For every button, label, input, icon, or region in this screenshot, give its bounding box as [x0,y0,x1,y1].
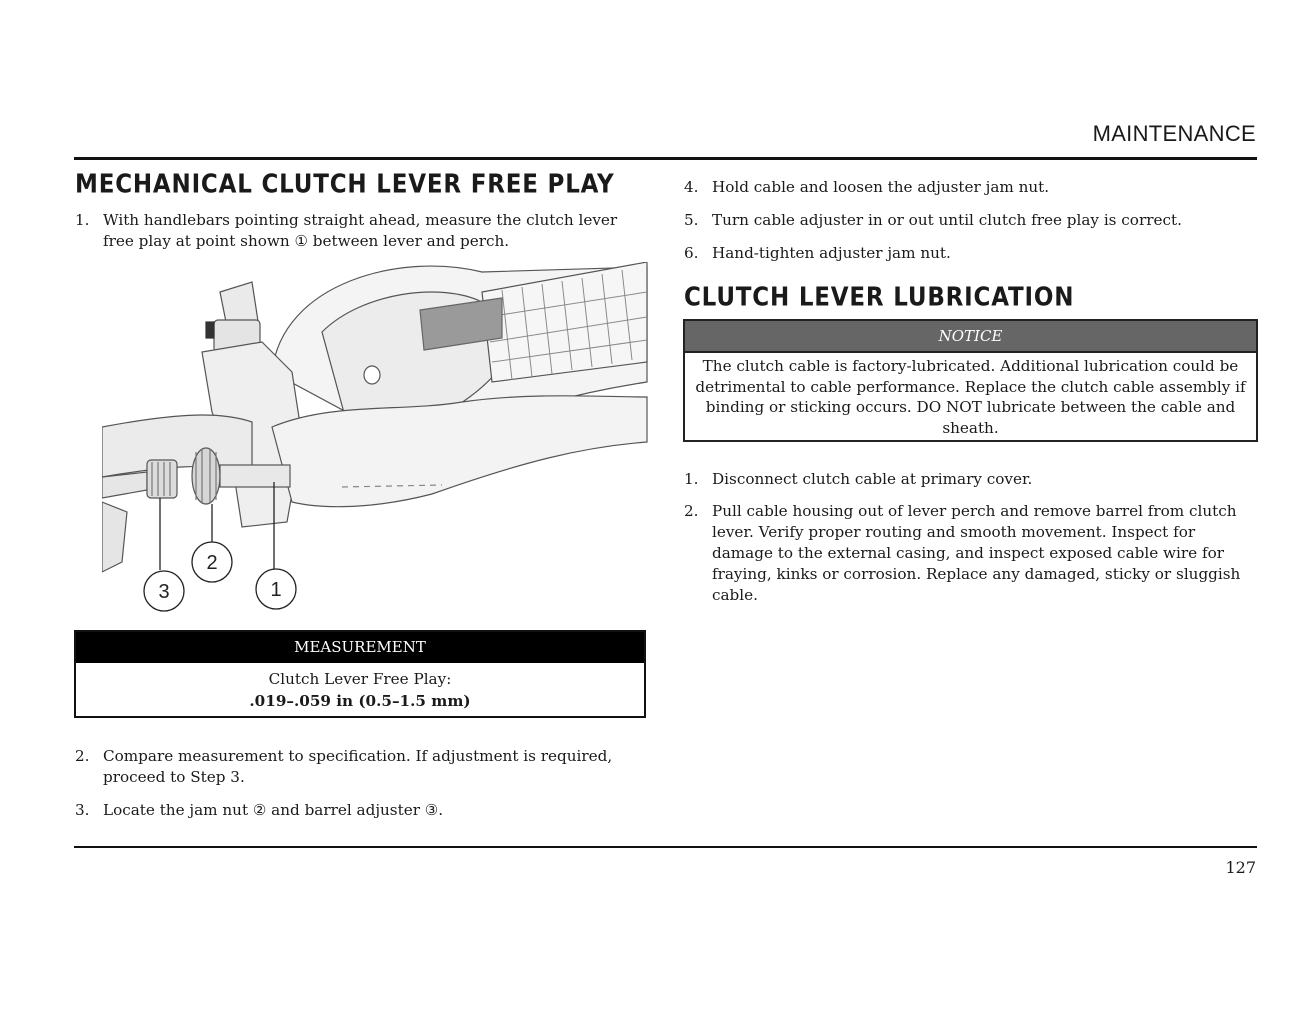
step-number: 2. [684,502,699,520]
step-number: 3. [75,801,90,819]
notice-box [683,319,1258,442]
step-number: 1. [684,470,699,488]
page-number: 127 [1225,858,1256,877]
step-text: Hand-tighten adjuster jam nut. [712,244,951,262]
step-6 [684,243,1259,264]
step-5 [684,210,1259,231]
step-text: Locate the jam nut ② and barrel adjuster ③. [103,801,444,819]
step-number: 2. [75,747,90,765]
callout-marker-2: ② [252,801,267,819]
callout-marker-1: ① [294,232,308,250]
header-rule [74,157,1257,160]
step-3 [75,800,635,821]
measurement-label: Clutch Lever Free Play: [268,670,452,688]
measurement-body [76,663,644,712]
step-1 [75,210,645,252]
lubrication-step-1 [684,469,1259,490]
step-text: Pull cable housing out of lever perch and remove barrel from clutch lever. Verify proper routing and smooth movement. Inspect for damage to the external casing, and inspect exposed cable wire for fraying, kinks or corrosion. Replace any damaged, sticky or sluggish cable. [712,502,1241,604]
measurement-table [74,630,646,718]
step-number: 5. [684,211,699,229]
step-4 [684,177,1259,198]
notice-header: NOTICE [685,321,1256,353]
step-number: 6. [684,244,699,262]
step-2 [75,746,615,788]
step-text: Turn cable adjuster in or out until clutch free play is correct. [712,211,1182,229]
measurement-header: MEASUREMENT [76,632,644,663]
clutch-lever-illustration [102,262,648,620]
heading-clutch-lever-lubrication: CLUTCH LEVER LUBRICATION [684,283,1075,313]
footer-rule [74,846,1257,848]
step-text: With handlebars pointing straight ahead, measure the clutch lever free play at point shown ① between lever and perch. [103,211,618,250]
step-text: Compare measurement to specification. If adjustment is required, proceed to Step 3. [103,747,613,786]
measurement-value: .019–.059 in (0.5–1.5 mm) [249,692,471,710]
callout-label-1: 1 [270,579,282,601]
callout-label-2: 2 [206,552,218,574]
lubrication-step-2 [684,501,1259,606]
notice-text: The clutch cable is factory-lubricated. Additional lubrication could be detrimental to cable performance. Replace the clutch cable assembly if binding or sticking occurs. DO NOT lubricate between the cable and sheath. [695,357,1246,437]
heading-mechanical-clutch-lever-free-play: MECHANICAL CLUTCH LEVER FREE PLAY [75,170,615,200]
step-number: 4. [684,178,699,196]
callout-label-3: 3 [158,581,170,603]
section-label: MAINTENANCE [1092,121,1256,146]
callout-marker-3: ③ [424,801,439,819]
step-number: 1. [75,211,90,229]
step-text: Hold cable and loosen the adjuster jam nut. [712,178,1050,196]
step-text: Disconnect clutch cable at primary cover. [712,470,1033,488]
